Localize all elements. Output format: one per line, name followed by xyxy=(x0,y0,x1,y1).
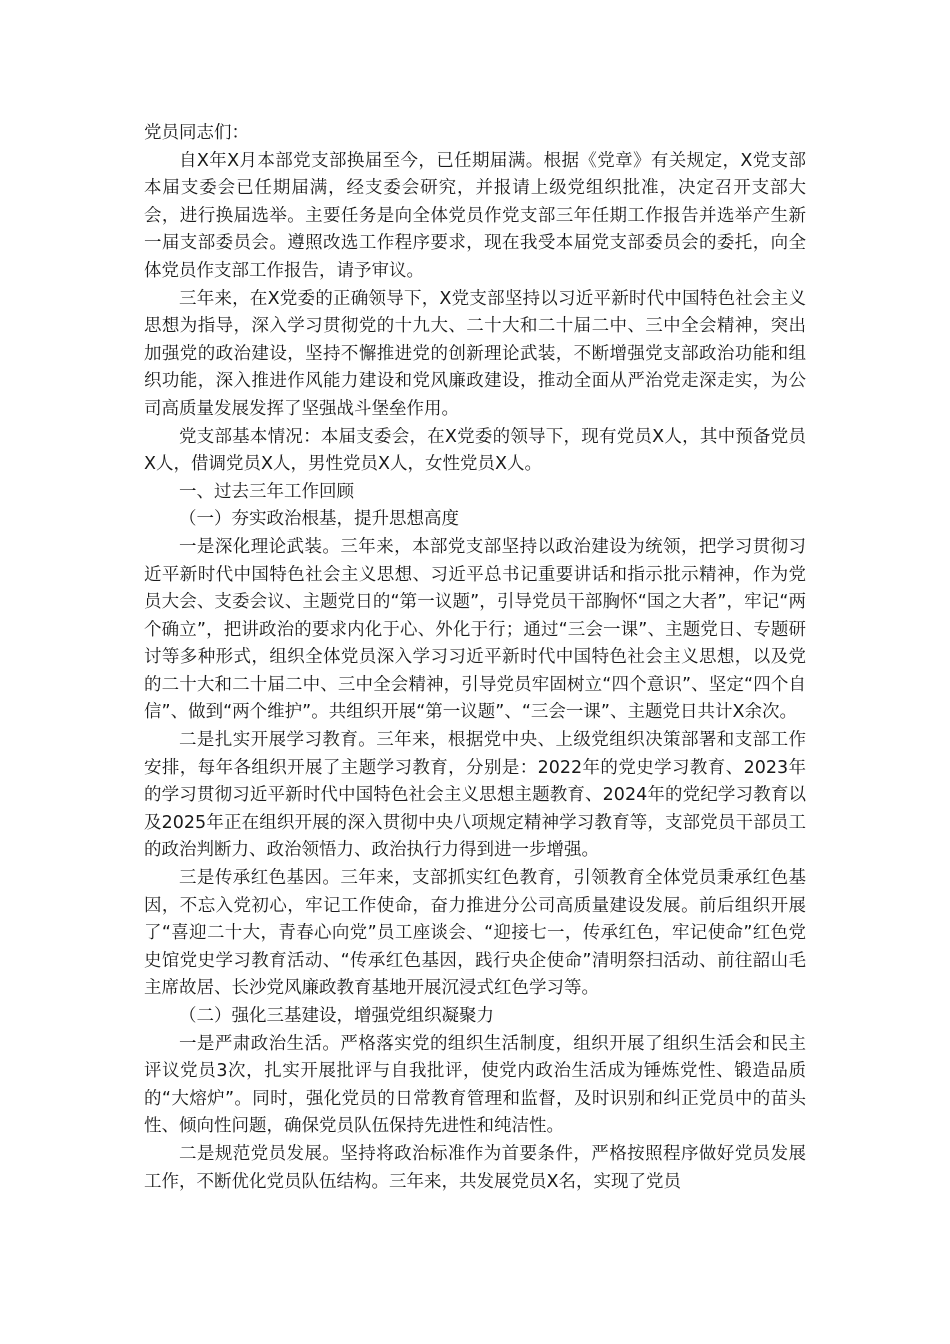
paragraph-education: 二是扎实开展学习教育。三年来，根据党中央、上级党组织决策部署和支部工作安排，每年各组织开展了主题学习教育，分别是：2022年的党史学习教育、2023年的学习贯彻习近平新时代中国特色社会主义思想主题教育、2024年的党纪学习教育以及2025年正在组织开展的深入贯彻中央八项规定精神学习教育等，支部党员干部员工的政治判断力、政治领悟力、政治执行力得到进一步增强。 xyxy=(144,730,806,861)
subsection-heading-political: （一）夯实政治根基，提升思想高度 xyxy=(179,509,459,530)
salutation: 党员同志们： xyxy=(144,123,249,143)
section-heading-review: 一、过去三年工作回顾 xyxy=(179,481,354,502)
paragraph-intro: 自X年X月本部党支部换届至今，已任期届满。根据《党章》有关规定，X党支部本届支委会已任期届满，经支委会研究，并报请上级党组织批准，决定召开支部大会，进行换届选举。主要任务是向全体党员作党支部三年任期工作报告并选举产生新一届支部委员会。遵照改选工作程序要求，现在我受本届党支部委员会的委托，向全体党员作支部工作报告，请予审议。 xyxy=(144,150,806,281)
subsection-heading-organization: （二）强化三基建设，增强党组织凝聚力 xyxy=(179,1006,494,1026)
paragraph-theory: 一是深化理论武装。三年来，本部党支部坚持以政治建设为统领，把学习贯彻习近平新时代中国特色社会主义思想、习近平总书记重要讲话和指示批示精神，作为党员大会、支委会议、主题党日的“第一议题”，引导党员干部胸怀“国之大者”，牢记“两个确立”，把讲政治的要求内化于心、外化于行；通过“三会一课”、主题党日、专题研讨等多种形式，组织全体党员深入学习习近平新时代中国特色社会主义思想，以及党的二十大和二十届二中、三中全会精神，引导党员牢固树立“四个意识”、坚定“四个自信”、做到“两个维护”。共组织开展“第一议题”、“三会一课”、主题党日共计X余次。 xyxy=(144,536,806,723)
document-body xyxy=(144,120,806,1196)
paragraph-political-life: 一是严肃政治生活。严格落实党的组织生活制度，组织开展了组织生活会和民主评议党员3次，扎实开展批评与自我批评，使党内政治生活成为锤炼党性、锻造品质的“大熔炉”。同时，强化党员的日常教育管理和监督，及时识别和纠正党员中的苗头性、倾向性问题，确保党员队伍保持先进性和纯洁性。 xyxy=(144,1033,806,1137)
paragraph-overview: 三年来，在X党委的正确领导下，X党支部坚持以习近平新时代中国特色社会主义思想为指导，深入学习贯彻党的十九大、二十大和二十届二中、三中全会精神，突出加强党的政治建设，坚持不懈推进党的创新理论武装，不断增强党支部政治功能和组织功能，深入推进作风能力建设和党风廉政建设，推动全面从严治党走深走实，为公司高质量发展发挥了坚强战斗堡垒作用。 xyxy=(144,288,806,419)
paragraph-red-gene: 三是传承红色基因。三年来，支部抓实红色教育，引领教育全体党员秉承红色基因，不忘入党初心，牢记工作使命，奋力推进分公司高质量建设发展。前后组织开展了“喜迎二十大，青春心向党”员工座谈会、“迎接七一，传承红色，牢记使命”红色党史馆党史学习教育活动、“传承红色基因，践行央企使命”清明祭扫活动、前往韶山毛主席故居、长沙党风廉政教育基地开展沉浸式红色学习等。 xyxy=(144,868,806,999)
paragraph-basic-info: 党支部基本情况：本届支委会，在X党委的领导下，现有党员X人，其中预备党员X人，借调党员X人，男性党员X人，女性党员X人。 xyxy=(144,426,806,475)
paragraph-member-development: 二是规范党员发展。坚持将政治标准作为首要条件，严格按照程序做好党员发展工作，不断优化党员队伍结构。三年来，共发展党员X名，实现了党员 xyxy=(144,1143,806,1192)
